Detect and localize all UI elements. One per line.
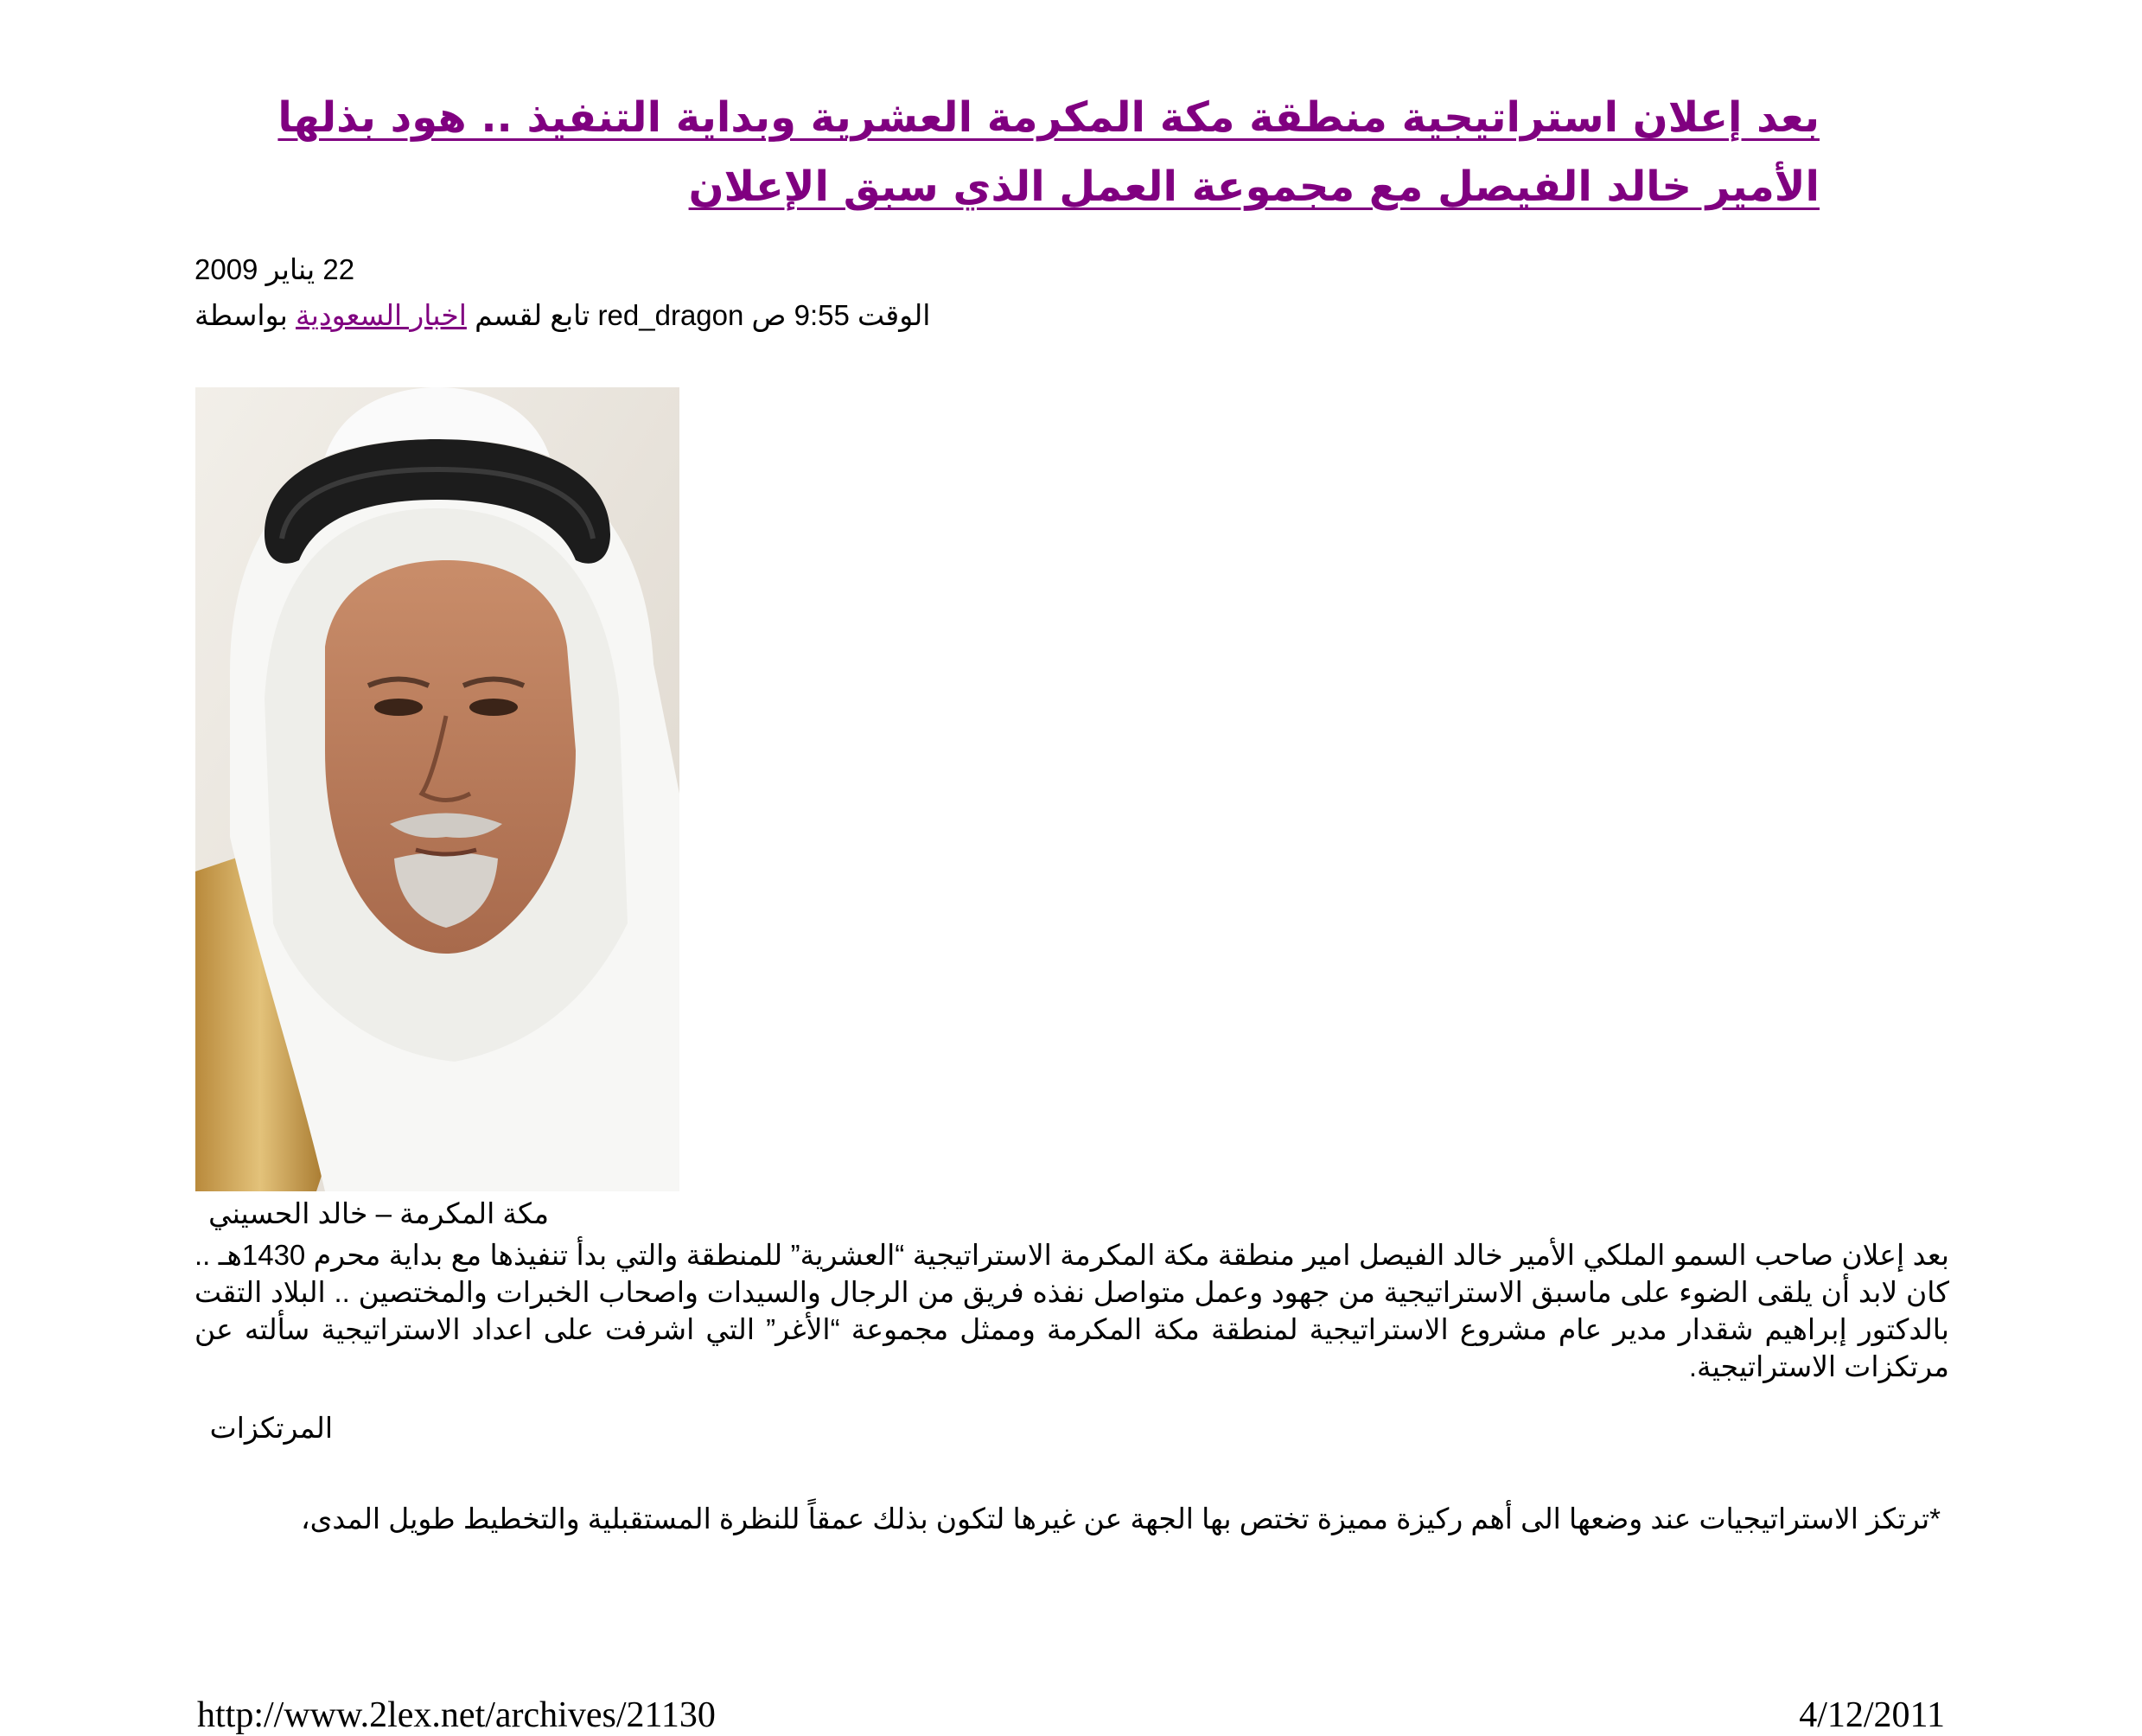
time-label: الوقت — [857, 299, 931, 331]
article-photo — [195, 387, 679, 1191]
article-paragraph: بعد إعلان صاحب السمو الملكي الأمير خالد الفيصل امير منطقة مكة المكرمة الاستراتيجية “العشرية” للمنطقة والتي بدأ تنفيذها مع بداية محرم 1430هـ .. كان لابد أن يلقى الضوء على ماسبق الاستراتيجية من جهود وعمل متواصل نفذه فريق من الرجال والسيدات واصحاب الخبرات والمختصين .. البلاد التقت بالدكتور إبراهيم شقدار مدير عام مشروع الاستراتيجية لمنطقة مكة المكرمة وممثل مجموعة “الأغر” التي اشرفت على اعداد الاستراتيجية سألته عن مرتكزات الاستراتيجية. — [194, 1239, 1949, 1382]
footer-url: http://www.2lex.net/archives/21130 — [197, 1695, 716, 1735]
article-date — [194, 252, 1059, 287]
by-label: بواسطة — [194, 299, 288, 331]
category-link[interactable]: اخبار السعودية — [296, 299, 467, 331]
article-meta-line — [194, 298, 990, 333]
author-name: red_dragon — [597, 299, 744, 331]
section-heading: المرتكزات — [209, 1412, 333, 1444]
article-date-text: 22 يناير 2009 — [194, 253, 355, 285]
photo-caption: مكة المكرمة – خالد الحسيني — [208, 1197, 549, 1229]
article-title — [194, 83, 1820, 221]
footer-print-date: 4/12/2011 — [1799, 1695, 1945, 1735]
time-value: 9:55 ص — [751, 299, 850, 331]
category-prefix: تابع لقسم — [475, 299, 590, 331]
bullet-point: *ترتكز الاستراتيجيات عند وضعها الى أهم ركيزة مميزة تختص بها الجهة عن غيرها لتكون بذلك عمقاً للنظرة المستقبلية والتخطيط طويل المدى، — [300, 1503, 1941, 1535]
portrait-image — [195, 387, 679, 1191]
article-title-link[interactable]: بعد إعلان استراتيجية منطقة مكة المكرمة العشرية وبداية التنفيذ .. هود بذلها الأمير خالد الفيصل مع مجموعة العمل الذي سبق الإعلان — [277, 93, 1820, 211]
